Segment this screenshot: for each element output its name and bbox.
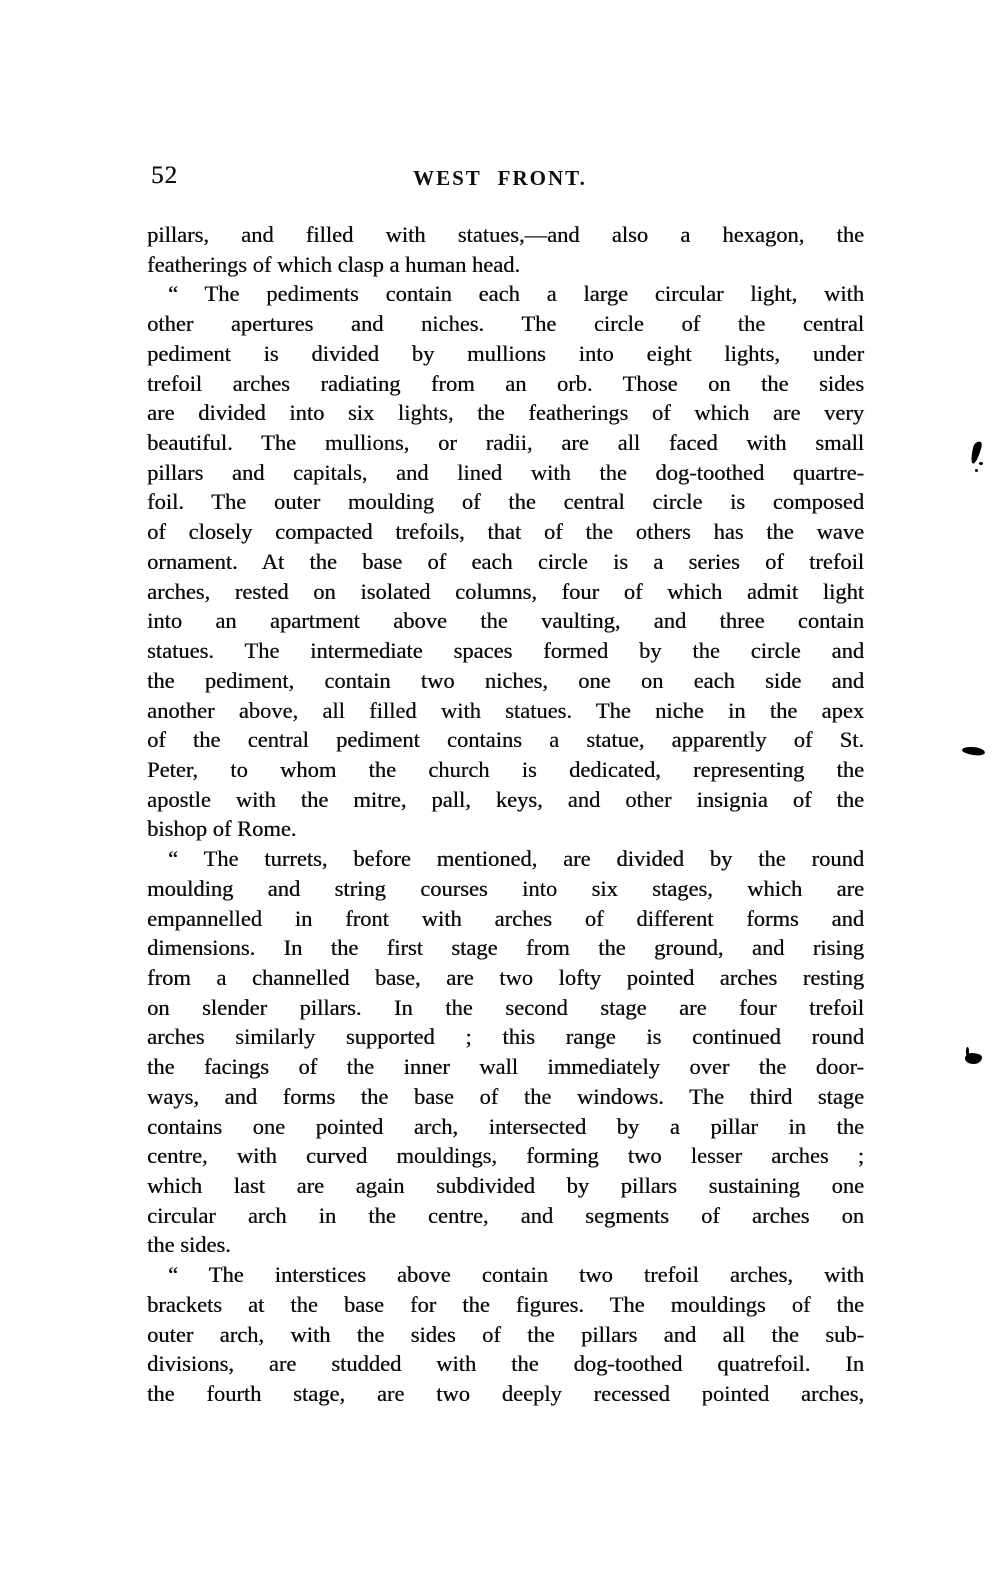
text-line: “ The turrets, before mentioned, are divided by the round — [168, 846, 864, 872]
text-line: foil. The outer moulding of the central circle is composed — [147, 489, 864, 515]
text-line: contains one pointed arch, intersected by a pillar in the — [147, 1113, 864, 1139]
text-line: featherings of which clasp a human head. — [147, 251, 520, 277]
text-line: of closely compacted trefoils, that of the others has the wave — [147, 519, 864, 545]
text-line: beautiful. The mullions, or radii, are all faced with small — [147, 430, 864, 456]
ink-speck — [966, 1047, 969, 1055]
text-line: “ The interstices above contain two trefoil arches, with — [168, 1262, 864, 1288]
text-line: divisions, are studded with the dog-toothed quatrefoil. In — [147, 1351, 864, 1377]
text-line: dimensions. In the first stage from the ground, and rising — [147, 935, 864, 961]
text-line: other apertures and niches. The circle of the central — [147, 311, 864, 337]
text-line: of the central pediment contains a statue, apparently of St. — [147, 727, 864, 753]
text-line: trefoil arches radiating from an orb. Those on the sides — [147, 370, 864, 396]
text-line: the pediment, contain two niches, one on each side and — [147, 667, 864, 693]
text-line: “ The pediments contain each a large circular light, with — [168, 281, 864, 307]
text-line: from a channelled base, are two lofty pointed arches resting — [147, 964, 864, 990]
text-line: outer arch, with the sides of the pillars and all the sub- — [147, 1321, 864, 1347]
text-line: pillars and capitals, and lined with the dog-toothed quartre- — [147, 459, 864, 485]
running-header: WEST FRONT. — [413, 166, 587, 190]
text-line: the facings of the inner wall immediately over the door- — [147, 1054, 864, 1080]
text-line: moulding and string courses into six stages, which are — [147, 875, 864, 901]
text-line: into an apartment above the vaulting, and three contain — [147, 608, 864, 634]
ink-smudge-margin-upper — [969, 440, 982, 464]
ink-speck — [975, 469, 978, 472]
text-line: empannelled in front with arches of different forms and — [147, 905, 864, 931]
text-line: statues. The intermediate spaces formed by the circle and — [147, 638, 864, 664]
text-line: pillars, and filled with statues,—and also a hexagon, the — [147, 222, 864, 247]
text-line: the fourth stage, are two deeply recessed pointed arches, — [147, 1381, 864, 1407]
text-line: brackets at the base for the figures. The mouldings of the — [147, 1291, 864, 1317]
text-line: the sides. — [147, 1232, 231, 1258]
ink-speck — [979, 462, 983, 465]
text-line: apostle with the mitre, pall, keys, and other insignia of the — [147, 786, 864, 812]
text-line: pediment is divided by mullions into eight lights, under — [147, 340, 864, 366]
text-line: on slender pillars. In the second stage are four trefoil — [147, 994, 864, 1020]
text-line: Peter, to whom the church is dedicated, representing the — [147, 756, 864, 782]
page-number: 52 — [151, 162, 178, 189]
page-text-block — [147, 220, 864, 1409]
text-line: arches, rested on isolated columns, four of which admit light — [147, 578, 864, 604]
text-line: circular arch in the centre, and segments of arches on — [147, 1202, 864, 1228]
text-line: bishop of Rome. — [147, 816, 297, 842]
text-line: arches similarly supported ; this range is continued round — [147, 1024, 864, 1050]
text-line: ornament. At the base of each circle is a series of trefoil — [147, 548, 864, 574]
text-line: centre, with curved mouldings, forming two lesser arches ; — [147, 1143, 864, 1169]
text-line: another above, all filled with statues. The niche in the apex — [147, 697, 864, 723]
text-line: ways, and forms the base of the windows. The third stage — [147, 1083, 864, 1109]
text-line: which last are again subdivided by pillars sustaining one — [147, 1173, 864, 1198]
text-line: are divided into six lights, the featherings of which are very — [147, 400, 864, 426]
ink-smudge-margin-middle — [962, 745, 986, 756]
